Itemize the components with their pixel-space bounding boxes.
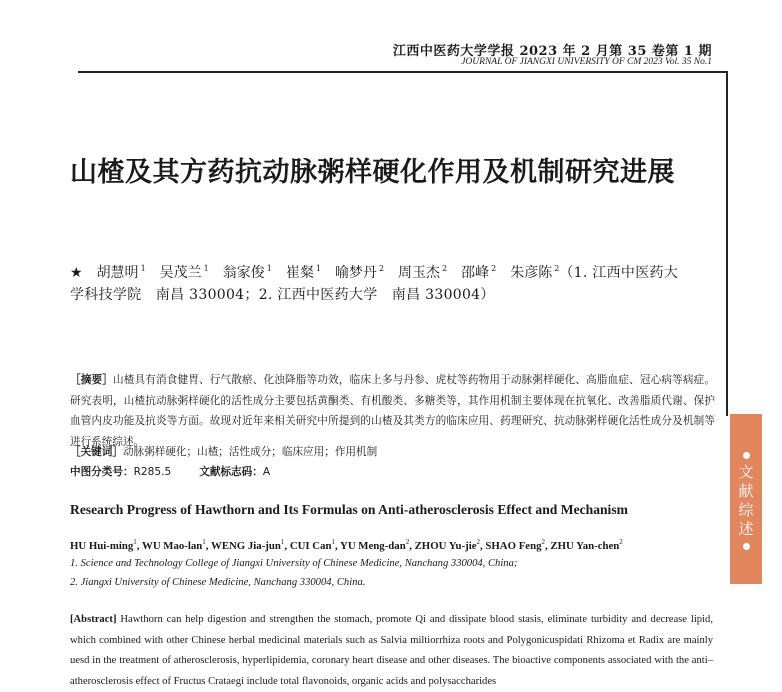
author-name: HU Hui-ming <box>70 540 134 552</box>
journal-header-cn: 江西中医药大学学报 2023 年 2 月第 35 卷第 1 期 <box>392 44 712 59</box>
author-sup: 1 <box>203 264 209 273</box>
doc-code-label: 文献标志码： <box>199 466 263 478</box>
author-sup: 2 <box>491 264 497 273</box>
author-sup: 1 <box>266 264 272 273</box>
author-sup: 2 <box>476 538 480 546</box>
clc-label: 中图分类号： <box>70 466 134 478</box>
author-sup: 2 <box>378 264 385 273</box>
affiliation-part2: 学科技学院 南昌 330004；2. 江西中医药大学 南昌 330004） <box>70 287 495 303</box>
author-name: 翁家俊 <box>222 265 265 281</box>
author-name: 胡慧明 <box>96 265 139 281</box>
side-tab-char: 献 <box>738 482 754 500</box>
english-title: Research Progress of Hawthorn and Its Formulas on Anti-atherosclerosis Effect and Mechanism <box>70 502 628 517</box>
author-name: SHAO Feng <box>485 540 542 552</box>
author-sup: 1 <box>133 538 137 546</box>
author-name: YU Meng-dan <box>340 540 406 552</box>
author-name: 崔粲 <box>285 265 314 281</box>
author-name: ZHU Yan-chen <box>550 540 620 552</box>
star-icon: ★ <box>70 265 83 281</box>
section-side-tab <box>730 414 762 584</box>
author-sup: 2 <box>541 538 545 546</box>
author-sup: 1 <box>202 538 206 546</box>
classification-line <box>70 462 715 482</box>
abstract-text: 山楂具有消食健胃、行气散瘀、化浊降脂等功效，临床上多与丹参、虎杖等药物用于动脉粥样硬化、高脂血症、冠心病等病症。研究表明，山楂抗动脉粥样硬化的活性成分主要包括黄酮类、有机酸类、多糖类等，其作用机制主要体现在抗氧化、改善脂质代谢、保护血管内皮功能及抗炎等方面。故现对近年来相关研究中所提到的山楂及其类方的临床应用、药理研究、抗动脉粥样硬化活性成分及机制等进行系统综述。 <box>70 374 715 448</box>
author-block <box>70 258 720 306</box>
journal-header-en: JOURNAL OF JIANGXI UNIVERSITY OF CM 2023 Vol. 35 No.1 <box>461 57 712 67</box>
side-rule <box>726 71 728 416</box>
bullet-dot-icon <box>743 452 750 459</box>
english-authors: HU Hui-ming$^1$, WU Mao-lan$^1$, WENG Jia-jun$^1$, CUI Can$^1$, YU Meng-dan$^2$, ZHOU Yu-jie$^2$, SHAO Feng$^2$, ZHU Yan-chen$^2$ <box>70 538 623 552</box>
keywords <box>70 442 715 462</box>
author-sup: 1 <box>315 264 321 273</box>
bullet-dot-icon <box>743 543 750 550</box>
clc-value: R285.5 <box>133 466 172 478</box>
english-abstract <box>70 610 713 692</box>
english-affiliation-1: 1. Science and Technology College of Jiangxi University of Chinese Medicine, Nanchang 330004, China; <box>70 558 518 569</box>
english-abstract-label: [Abstract] <box>70 614 117 625</box>
header-rule <box>78 71 726 73</box>
author-sup: 2 <box>619 538 623 546</box>
author-name: 朱彦陈 <box>510 265 553 281</box>
author-sup: 2 <box>405 538 410 546</box>
affiliation-part1: （1. 江西中医药大 <box>559 265 679 281</box>
keywords-label: ［关键词］ <box>70 446 123 458</box>
author-sup: 1 <box>140 264 146 273</box>
author-sup: 2 <box>442 264 448 273</box>
side-tab-char: 文 <box>738 463 754 481</box>
english-affiliation-2: 2. Jiangxi University of Chinese Medicine, Nanchang 330004, China. <box>70 577 366 588</box>
author-name: 周玉杰 <box>398 265 441 281</box>
side-tab-char: 述 <box>738 520 754 538</box>
author-sup: 1 <box>280 538 285 546</box>
author-sup: 1 <box>331 538 336 546</box>
keywords-text: 动脉粥样硬化；山楂；活性成分；临床应用；作用机制 <box>122 446 378 458</box>
author-name: WU Mao-lan <box>142 540 203 552</box>
doc-code-value: A <box>262 466 271 478</box>
author-name: 喻梦丹 <box>334 265 377 281</box>
english-abstract-text: Hawthorn can help digestion and strengthen the stomach, promote Qi and dissipate blood stasis, eliminate turbidity and decrease lipid, which combined with other Chinese herbal medicinal materials such as Salvia miltiorrhiza roots and Polygonicuspidati Rhizoma et Radix are mainly uesd in the treatment of atherosclerosis, hyperlipidemia, coronary heart disease and other diseases. The bioactive components associated with the anti–atherosclerosis effect of Fructus Crataegi include total flavonoids, organic acids and polysaccharides <box>70 614 713 687</box>
author-name: 邵峰 <box>461 265 490 281</box>
author-sup: 2 <box>554 264 560 273</box>
author-name: WENG Jia-jun <box>211 540 281 552</box>
abstract-label: ［摘要］ <box>70 374 114 386</box>
abstract-cn <box>70 370 715 452</box>
author-name: 吴茂兰 <box>159 265 202 281</box>
side-tab-char: 综 <box>738 501 754 519</box>
author-name: ZHOU Yu-jie <box>414 540 477 552</box>
article-title: 山楂及其方药抗动脉粥样硬化作用及机制研究进展 <box>70 157 675 188</box>
author-name: CUI Can <box>289 540 332 552</box>
